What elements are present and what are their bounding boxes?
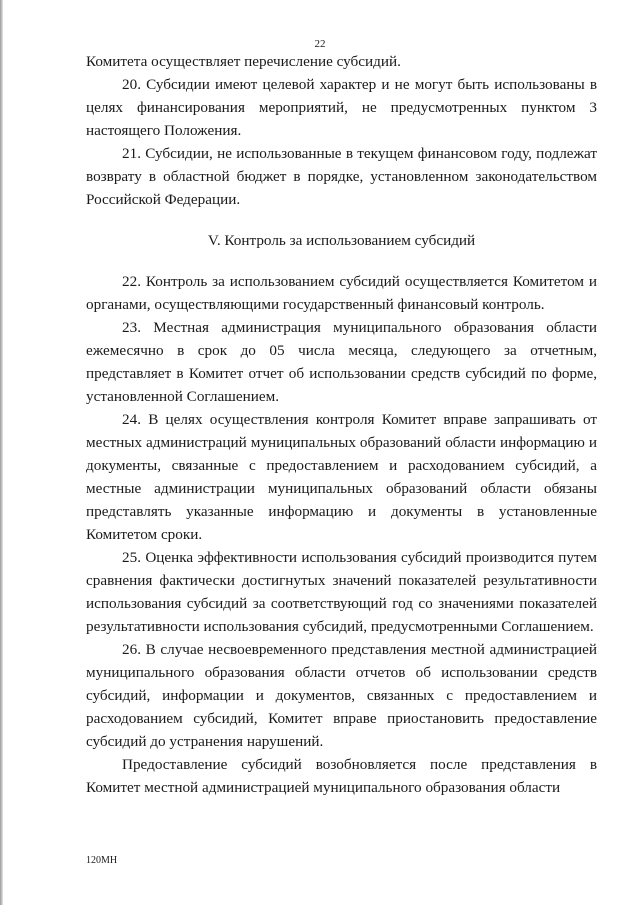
paragraph-27: Предоставление субсидий возобновляется после представления в Комитет местной администрацией муниципального образования области — [86, 756, 597, 796]
scan-edge — [0, 0, 3, 905]
paragraph-25: 25. Оценка эффективности использования субсидий производится путем сравнения фактически достигнутых значений показателей результативности использования субсидий за соответствующий год со значениями показателей результативности использования субсидий, предусмотренными Соглашением. — [86, 549, 597, 635]
page-number: 22 — [314, 38, 326, 50]
paragraph-26: 26. В случае несвоевременного представления местной администрацией муниципального образования области отчетов об использовании средств субсидий, информации и документов, связанных с предоставлением и расходованием субсидий, Комитет вправе приостановить предоставление субсидий до устранения нарушений. — [86, 641, 597, 750]
paragraph-23: 23. Местная администрация муниципального образования области ежемесячно в срок до 05 числа месяца, следующего за отчетным, представляет в Комитет отчет об использовании средств субсидий по форме, установленной Соглашением. — [86, 319, 597, 405]
section-heading: V. Контроль за использованием субсидий — [207, 232, 476, 249]
document-code: 120МН — [86, 855, 118, 866]
paragraph-continuation: Комитета осуществляет перечисление субсидий. — [86, 53, 401, 70]
paragraph-24: 24. В целях осуществления контроля Комитет вправе запрашивать от местных администраций муниципальных образований области информацию и документы, связанные с предоставлением и расходованием субсидий, а местные администрации муниципальных образований области обязаны представлять указанные информацию и документы в установленные Комитетом сроки. — [86, 411, 597, 543]
paragraph-21: 21. Субсидии, не использованные в текущем финансовом году, подлежат возврату в областной бюджет в порядке, установленном законодательством Российской Федерации. — [86, 145, 597, 208]
paragraph-22: 22. Контроль за использованием субсидий осуществляется Комитетом и органами, осуществляющими государственный финансовый контроль. — [86, 273, 597, 313]
document-body — [86, 50, 597, 799]
paragraph-20: 20. Субсидии имеют целевой характер и не могут быть использованы в целях финансирования мероприятий, не предусмотренных пунктом 3 настоящего Положения. — [86, 76, 597, 139]
